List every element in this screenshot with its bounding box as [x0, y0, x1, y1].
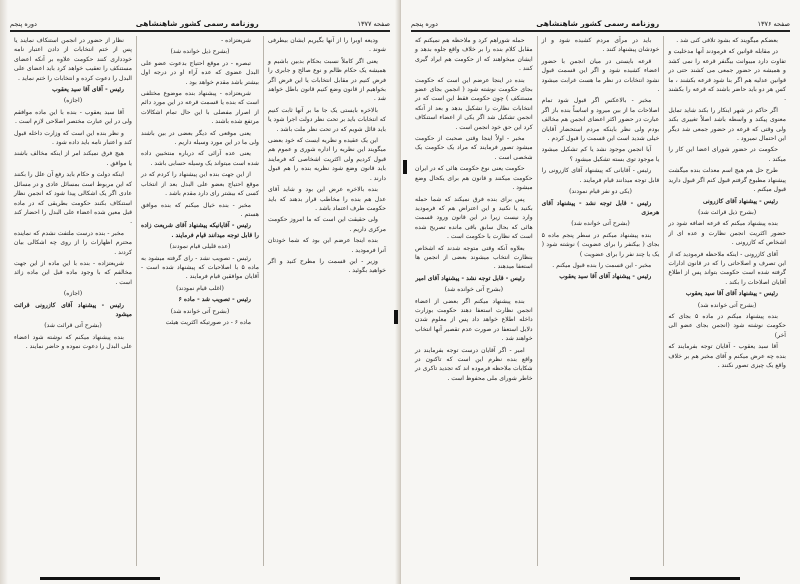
publication-title: روزنامه رسمی کشور شاهنشاهی [135, 19, 259, 28]
column [664, 36, 790, 566]
paragraph: مخبر - بنده خیال میکنم که بنده موافق هستم . [141, 201, 259, 218]
paragraph: بعضکم میگویند که بشود تلافی کنی شد . [676, 37, 778, 44]
paragraph: حمله شوراهم کرد و ملاحظه هم نمیکنم که مقابل کلام بنده را بر خلاف واقع جلوه بدهد و ایشان میخواهند که از حکومت هم ایراد گیری کنند . [414, 37, 533, 73]
section-heading: (بشرح آتی خوانده شد) [571, 220, 630, 228]
paragraph: یعنی عده آرائی که درباره منتخبین داده شده است میتواند یک وسیله حسابی باشد . [141, 150, 259, 167]
paragraph: بنده پیشنهاد میکنم در ماده ۵ بجای که حکومت نوشته شود (انجمن بجای عضو الی آخر) [668, 312, 786, 339]
paragraph: امیر - اگر آقایان درست توجه بفرمایند در واقع بنده نظرم این است که تاکنون در شکایات ملاحظه فرموده اند که تجدید تاکری در خاطر شورای ملی محفوظ است . [414, 346, 533, 382]
section-heading: (اغلب قیام نمودند) [176, 284, 224, 292]
paragraph: قرعه بایستی در میان انجمن با حضور اعضاء کشیده شود و اگر این قسمت قبول نشود انتخابات در نظر ما هست غرابت میشود . [541, 57, 660, 94]
speaker-line: رئیس - آقای آقا سید یعقوب [52, 86, 124, 94]
paragraph: حکومت در حضور شورای اعضا این کار را میکند . [668, 146, 786, 163]
page-header [411, 10, 790, 32]
paragraph: رئیس - آقایانی که پیشنهاد آقای کازرونی را قابل توجه میدانند قیام فرمایند . [541, 167, 660, 184]
paragraph: نظار از حضور در انجمن استنکاف نمایند یا پس از ختم انتخابات از دادن اعتبار نامه خودداری کنند حکومت علاوه بر آنکه اعضای مستنکف را تعقیب خواهد کرد باید اعضای علی البدل را دعوت کرده و انتخابات را ختم نماید . [14, 37, 132, 82]
speaker-line: رئیس - قابل توجه نشد - پیشنهاد آقای امیر [415, 274, 525, 282]
paragraph: از این جهت بنده این پیشنهاد را کردم که در موقع احتیاج بعضو علی البدل بعد از انتخاب کسی که بیشتر رای دارد مقدم باشد . [141, 171, 259, 198]
paragraph: یعنی موقعی که دیگر بعضی در بین باشند ولی ما در این مورد وسیله داریم . [141, 129, 259, 147]
speaker-line: رئیس - آقایانیکه پیشنهاد آقای شریعت زاده را قابل توجه میدانند قیام فرمایند . [141, 222, 259, 239]
paragraph: آقا سید یعقوب - آقایان توجه بفرمایند که بنده چه عرض میکنم و آقای مخبر هم بر خلاف واقع یک چیزی تصور نکنند . [668, 343, 786, 369]
page-right [400, 0, 800, 584]
column [10, 36, 137, 566]
paragraph: ماده ۶ - در صورتیکه اکثریت هیئت [165, 318, 251, 326]
paragraph: ولی حقیقت این است که ما امروز حکومت مرکزی داریم . [268, 216, 386, 233]
section-heading: (بشرح آتی خوانده شد) [444, 286, 504, 294]
speaker-line: رئیس - پیشنهاد آقای کازرونی قرائت میشود [14, 301, 132, 318]
section-heading: (بشرح آتی خوانده شد) [170, 307, 230, 315]
publication-title: روزنامه رسمی کشور شاهنشاهی [536, 19, 660, 28]
paragraph: تبصره - در موقع احتیاج بدعوت عضو علی البدل عضوی که عده آراء او در درجه اول بیشتر باشد مقدم خواهد بود . [141, 59, 259, 86]
paragraph: باید در مرآی مردم کشیده شود و از خودشان پیشنهاد کنند . [541, 37, 660, 54]
term-label: دوره پنجم [10, 20, 37, 28]
page-number: صفحه ۱۳۷۷ [357, 20, 390, 28]
column [538, 36, 665, 566]
paragraph: و نظر بنده این است که وزارت داخله قبول کند و اعتبار نامه باید داده شود . [14, 129, 132, 147]
paragraph: اگر حاکم در شهر اینکار را بکند شاید تمایل معنوی پیکند و واسطه باشد اصلاً تغییری بکند ولی وقتی که قرعه در حضور جمعی شد دیگر این احتمال نمیرود . [668, 106, 786, 143]
column [264, 36, 390, 566]
paragraph: یعنی اگر کاملاً نسبت بحکام بدبین باشیم و همیشه یک حکام ظالم و نوع صالح و جابری را فرض کنیم در مقابل انتخابات یا این فرض اگر بخواهیم از قانون وضع کنیم قانون باطل خواهد شد . [268, 57, 386, 103]
section-heading: (بشرح ذیل خوانده شد) [170, 48, 230, 56]
columns [10, 36, 390, 566]
paragraph: این یک عقیده و نظریه ایست که خود بعضی میگویند این نظریه را اداره شوری و عموم هم قبول کردیم ولی اکثریت اشخاصی که فرمایند باید قانون وضع شود نظریه بنده را هم قبول دارند . [268, 137, 386, 182]
speaker-line: رئیس - تصویب شد - ماده ۶ [178, 296, 251, 304]
paragraph: بنده بالاخره عرض این بود و شاید آقای عدل هم بنده را مخاطب قرار بدهند که باید حکومت طرف اعتماد باشد . [268, 186, 386, 212]
paragraph: بنده پیشنهاد میکنم که قرعه اضافه شود در حضور اکثریت انجمن نظارت و عده ای از اشخاص که کازرونی . [668, 220, 786, 247]
paragraph: آقای کازرونی - اینکه ملاحظه فرمودید که از این تصرف و اصلاحاتی را که در قانون ادارات گرفته شده است حکومت بتواند پس از اطلاع آقایان اصلاحات را بکند . [668, 250, 786, 286]
paragraph: بنده پیشنهاد میکنم که نوشته شود اعضاء علی البدل را دعوت نموده و حاضر نمایند . [14, 333, 132, 351]
section-heading: (عده قلیلی قیام نمودند) [169, 243, 231, 251]
columns [411, 36, 790, 566]
paragraph: اینکه دولت و حکام باید رفع آن علل را بکنند که این مربوط است بمسائل عادی و در مسائل عادی اگر یک اشکالی پیدا شود که انجمن نظار استنکاف بکنند حکومت بطریقی که در ماده قبل معین شده اعضاء علی البدل را احضار کند . [14, 171, 132, 226]
binding-mark [403, 160, 407, 174]
paragraph: بعلاوه آنکه وقتی متوجه شدند که اشخاص بنظارت انتخاب میشوند بعضی از انجمن ها استعفا میدهند . [414, 244, 533, 271]
bottom-rule [630, 577, 740, 580]
speaker-line: رئیس - قابل توجه نشد - پیشنهاد آقای هرمزی [541, 199, 660, 216]
term-label: دوره پنجم [411, 20, 438, 28]
paragraph: شریعتزاده - [221, 37, 251, 44]
paragraph: بنده اینجا عرضم این بود که شما خودتان آنرا فرمودید . [268, 237, 386, 254]
column [411, 36, 538, 566]
section-heading: (یکی دو نفر قیام نمودند) [569, 188, 632, 196]
section-heading: (بشرح آتی قرائت شد) [44, 322, 102, 330]
paragraph: بالاخره بایستی یک جا ما بر آنها ثابت کنیم که انتخابات باید بر تحت نظر دولت اجرا شود یا باید قائل شویم که در تحت نظر ملت باشد . [268, 106, 386, 133]
paragraph: بنده پیشنهاد میکنم در سطر پنجم ماده ۵ بجای ( بیکنفر را برای عضویت ) نوشته شود ( یک یا چند نفر را برای عضویت ) [541, 231, 660, 258]
bottom-rule [40, 577, 160, 580]
paragraph: بنده در اینجا عرضم این است که حکومت بجای حکومت نوشته شود ( انجمن بجای عضو مستنکف ) چون حکومت فقط این است که در انتخابات نظارت را تشکیل بدهد و بعد از آنکه انجمن تشکیل شد اگر یکی از اعضاء استنکاف کرد این حق خود انجمن است . [414, 76, 533, 131]
paragraph: حکومت یعنی نوع حکومت هائی که در ایران حکومت میکنند و قانون هم برای یکحال وضع میشود . [414, 165, 533, 192]
section-heading: (اجازه) [63, 290, 83, 298]
speaker-line: رئیس - پیشنهاد آقای آقا سید یعقوب [559, 273, 652, 281]
paragraph: وزیر - این قسمت را مطرح کنید و اگر خواهید بگوئید . [268, 257, 386, 275]
page-header [10, 10, 390, 32]
column [137, 36, 264, 566]
paragraph: مخبر - بنده درست ملتفت نشدم که نماینده محترم اظهارات را از روی چه اشکالی بیان کردند . [14, 229, 132, 256]
paragraph: مخبر - اولاً اینجا وقتی صحبت از حکومت میشود تصور فرمایند که مراد یک حکومت یک شخصی است . [414, 135, 533, 161]
paragraph: ودیعه اوبرا را از آنها بگیریم ایشان بیطرفی شوند . [268, 37, 386, 54]
paragraph: مخبر - بالاعکس اگر قبول شود تمام اصلاحات ما از بین میرود و اساساً بنده باز اگر عبارت در حضور اکثر اعضای انجمن هم مخالف بودم ولی نظر باینکه مردم استحضار آقایان خیلی شدید است این قسمت را قبول کردم . [541, 97, 660, 143]
page-number: صفحه ۱۳۷۶ [757, 20, 790, 28]
paragraph: رئیس - تصویب نشد - رای گرفته میشود به ماده ۵ با اصلاحیات که پیشنهاد شده است - آقایان موافقین قیام فرمایند . [141, 254, 259, 281]
paragraph: شریعتزاده - پیشنهاد بنده موضوع مختلفی است که بنده یا قسمت قرعه در این مورد دائم از اصرار مفصلی با این حال تمام اشکالات مرتفع شده باشند . [141, 90, 259, 126]
paragraph: مخبر - این قسمت را بنده قبول میکنم . [552, 261, 652, 269]
paragraph: در مقابله قوانین که فرمودند آنها مدخلیت و تفاوت دارد میبوانت بیگنفر قرعه را نمی کشد و همیشه در حضور جمعی می کشند حتی در قوانین عدلیه هم اگر بنا شود قرعه بکشند ، ما کس هر دو باید حاضر باشند که قرعه را بکشند . [668, 48, 786, 103]
paragraph: بنده پیشنهاد میکنم اگر بعضی از اعضاء انجمن نظارت استعفا دهند حکومت بوزارت داخله اطلاع خواهد داد پس از معلوم شدن دلایل استعفا در صورت عدم تقصیر آنها انتخاب خواهند شد . [414, 297, 533, 343]
speaker-line: رئیس - پیشنهاد آقای کازرونی [702, 197, 778, 205]
binding-mark [394, 310, 398, 324]
section-heading: (بشرح آتی خوانده شد) [697, 301, 757, 309]
speaker-line: رئیس - پیشنهاد آقای آقا سید یعقوب [685, 290, 778, 298]
paragraph: هیچ فرق نمیکند امر از اینکه مخالف باشند یا موافق . [14, 150, 132, 167]
section-heading: (اجازه) [63, 97, 83, 105]
section-heading: (بشرح ذیل قرائت شد) [698, 208, 757, 216]
paragraph: آقا سید یعقوب - بنده با این ماده موافقم ولی در این عبارت مختصر اصلاحی لازم است . [14, 108, 132, 126]
paragraph: شریعتزاده - بنده با این ماده از این جهت مخالفم که با وجود ماده قبل این ماده زائد است . [14, 259, 132, 286]
paragraph: پس برای بنده فرق نمیکند که شما حمله بکنید یا نکنید و این اعتراض هم که فرمودید وارد نیست زیرا در این قانون ورود قسمت هائی که بحال سابق باقی مانده تصریح شده است که نظارت با حکومت است . [414, 195, 533, 241]
paragraph: طرح حل هم هیچ اسم معدلت بنده میگشت پیشنهاد مطبوع گرفتم قبول کنم اگر قبول دارید قبول میکنم . [668, 167, 786, 194]
paragraph: آیا انجمن موجود نشد یا کم تشکیل میشود یا موجود توی بسته تشکیل میشود ؟ [541, 146, 660, 163]
